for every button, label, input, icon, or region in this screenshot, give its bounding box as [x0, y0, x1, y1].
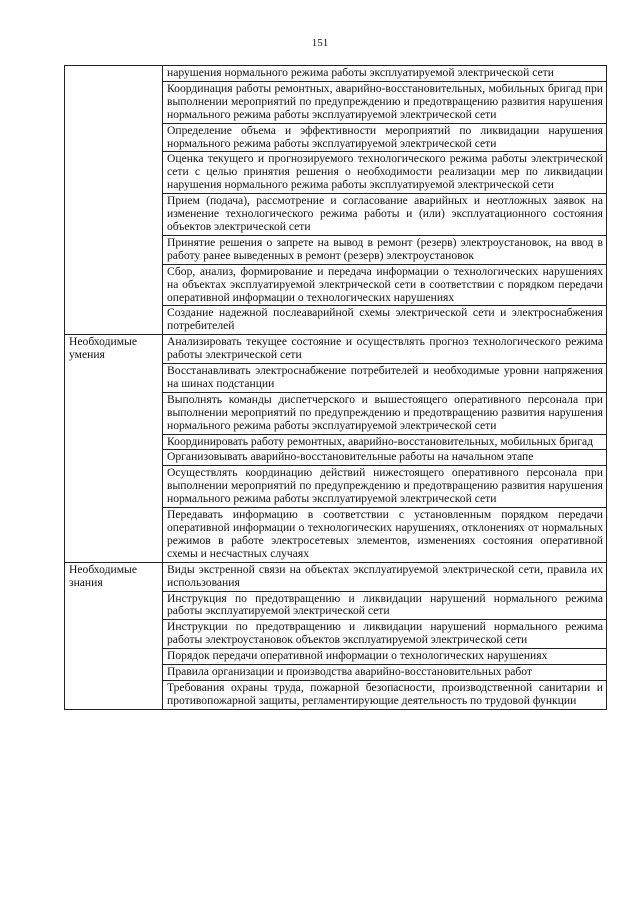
section-item: Сбор, анализ, формирование и передача информации о технологических нарушениях на объектах эксплуатируемой электрической сети в соответствии с порядком передачи оперативной информации о технологических нарушениях	[163, 264, 607, 306]
table-row	[65, 562, 607, 591]
section-item: Анализировать текущее состояние и осуществлять прогноз технологического режима работы электрической сети	[163, 335, 607, 364]
table-row	[65, 335, 607, 364]
section-item: Передавать информацию в соответствии с установленным порядком передачи оперативной информации о технологических нарушениях, отклонениях от нормальных режимов в работе электросетевых элементов, изменениях состояния оперативной схемы и несчастных случаях	[163, 508, 607, 563]
section-item: Принятие решения о запрете на вывод в ремонт (резерв) электроустановок, на ввод в работу ранее выведенных в ремонт (резерв) электроустановок	[163, 235, 607, 264]
section-label: Необходимые знания	[65, 562, 163, 709]
section-item: Инструкция по предотвращению и ликвидации нарушений нормального режима работы эксплуатируемой электрической сети	[163, 591, 607, 620]
competency-table-body	[65, 66, 607, 710]
section-label: Необходимые умения	[65, 335, 163, 563]
section-item: Создание надежной послеаварийной схемы электрической сети и электроснабжения потребителей	[163, 306, 607, 335]
section-item: Организовывать аварийно-восстановительные работы на начальном этапе	[163, 450, 607, 466]
competency-table	[64, 65, 607, 710]
section-item: Осуществлять координацию действий нижестоящего оперативного персонала при выполнении мероприятий по предупреждению и предотвращению развития нарушения нормального режима работы эксплуатируемой электрической сети	[163, 466, 607, 508]
section-item: Определение объема и эффективности мероприятий по ликвидации нарушения нормального режима работы эксплуатируемой электрической сети	[163, 123, 607, 152]
section-item: нарушения нормального режима работы эксплуатируемой электрической сети	[163, 66, 607, 82]
section-item: Координация работы ремонтных, аварийно-восстановительных, мобильных бригад при выполнении мероприятий по предупреждению и предотвращению развития нарушения нормального режима работы эксплуатируемой электрической сети	[163, 81, 607, 123]
page-number: 151	[311, 37, 329, 49]
section-item: Выполнять команды диспетчерского и вышестоящего оперативного персонала при выполнении мероприятий по предупреждению и предотвращению развития нарушения нормального режима работы эксплуатируемой электрической сети	[163, 392, 607, 434]
section-item: Прием (подача), рассмотрение и согласование аварийных и неотложных заявок на изменение технологического режима работы и (или) эксплуатационного состояния объектов электрической сети	[163, 194, 607, 236]
section-item: Правила организации и производства аварийно-восстановительных работ	[163, 665, 607, 681]
section-item: Координировать работу ремонтных, аварийно-восстановительных, мобильных бригад	[163, 434, 607, 450]
section-item: Восстанавливать электроснабжение потребителей и необходимые уровни напряжения на шинах подстанции	[163, 364, 607, 393]
section-item: Требования охраны труда, пожарной безопасности, производственной санитарии и противопожарной защиты, регламентирующие деятельность по трудовой функции	[163, 680, 607, 709]
section-label	[65, 66, 163, 335]
table-row	[65, 66, 607, 82]
section-item: Порядок передачи оперативной информации о технологических нарушениях	[163, 649, 607, 665]
section-item: Инструкции по предотвращению и ликвидации нарушений нормального режима работы электроустановок объектов эксплуатируемой электрической сети	[163, 620, 607, 649]
section-item: Виды экстренной связи на объектах эксплуатируемой электрической сети, правила их использования	[163, 562, 607, 591]
section-item: Оценка текущего и прогнозируемого технологического режима работы электрической сети с целью принятия решения о необходимости реализации мер по ликвидации нарушения нормального режима работы эксплуатируемой электрической сети	[163, 152, 607, 194]
